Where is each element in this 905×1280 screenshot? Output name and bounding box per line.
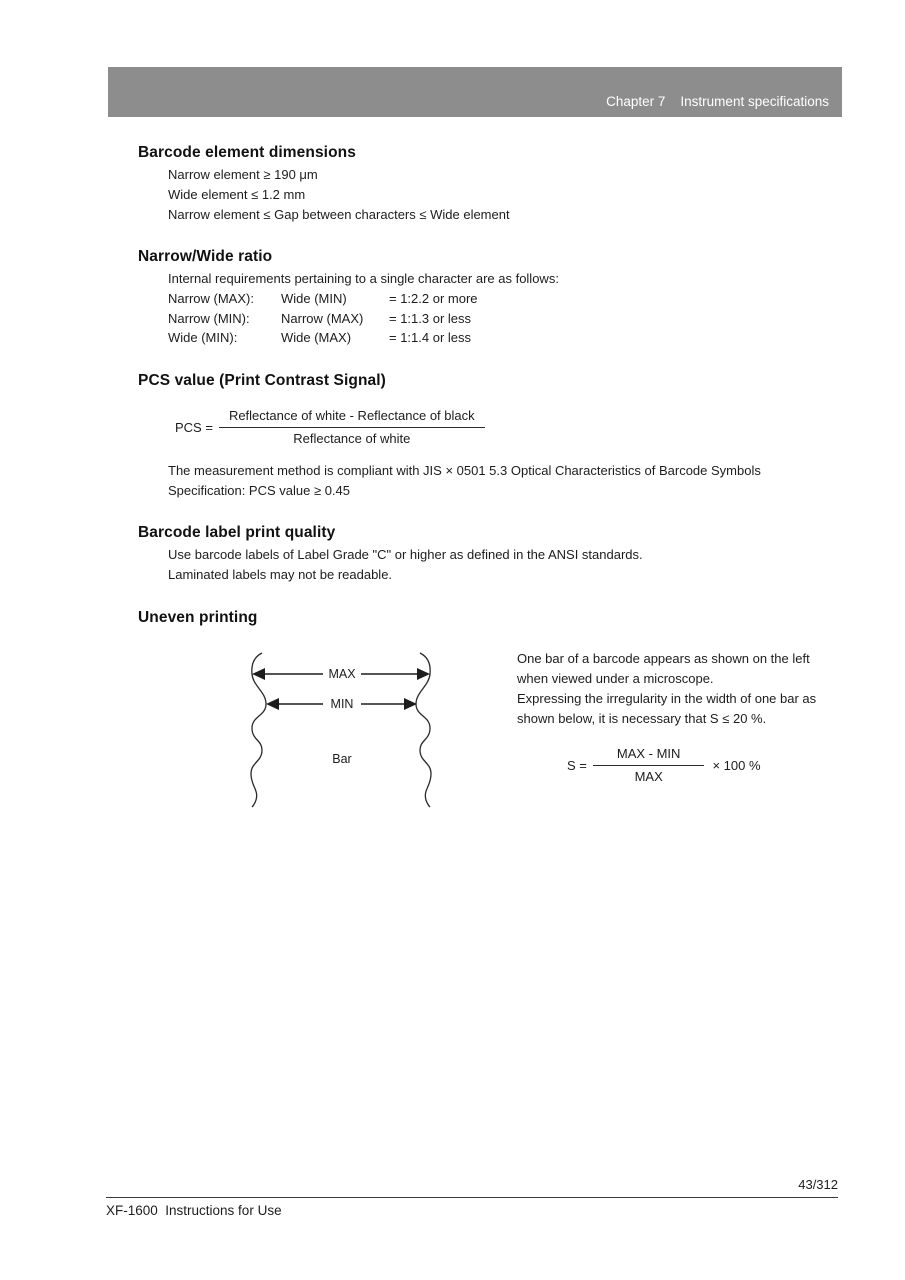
ratio-cell: Wide (MAX): [281, 330, 352, 346]
table-row: [168, 328, 848, 348]
ratio-cell: = 1:1.4 or less: [389, 330, 472, 346]
chapter-label: Chapter 7: [606, 94, 666, 109]
spec-line: Narrow element ≤ Gap between characters ≤ Wide element: [168, 206, 510, 222]
fraction-denominator: Reflectance of white: [293, 431, 411, 446]
desc-line: shown below, it is necessary that S ≤ 20 %.: [517, 711, 767, 726]
section-body: [168, 545, 848, 585]
spec-line: Wide element ≤ 1.2 mm: [168, 186, 306, 202]
spec-line: Use barcode labels of Label Grade "C" or higher as defined in the ANSI standards.: [168, 547, 643, 562]
ratio-cell: Narrow (MAX): [281, 310, 364, 326]
note-line: Specification: PCS value ≥ 0.45: [168, 482, 351, 498]
ratio-cell: Wide (MIN):: [168, 330, 238, 346]
ratio-cell: = 1:1.3 or less: [389, 310, 472, 326]
section-heading: Uneven printing: [138, 609, 258, 626]
footer-divider: [106, 1197, 838, 1198]
section-pcs-value: [138, 372, 848, 501]
fraction-numerator: MAX - MIN: [593, 745, 705, 766]
section-heading: Barcode label print quality: [138, 524, 336, 541]
pcs-notes: [168, 461, 848, 501]
document-title: XF-1600 Instructions for Use: [106, 1203, 282, 1218]
bar-width-diagram: [240, 644, 440, 812]
section-barcode-element-dimensions: [138, 144, 848, 224]
section-body: [168, 165, 848, 224]
spec-line: Narrow element ≥ 190 μm: [168, 167, 318, 182]
desc-line: when viewed under a microscope.: [517, 671, 714, 686]
formula-lhs: S =: [567, 757, 587, 773]
section-heading: PCS value (Print Contrast Signal): [138, 372, 386, 389]
max-label: MAX: [328, 667, 356, 681]
ratio-cell: Wide (MIN): [281, 290, 347, 306]
formula-lhs: PCS =: [175, 420, 213, 435]
ratio-table: [168, 289, 848, 348]
note-line: The measurement method is compliant with JIS × 0501 5.3 Optical Characteristics of Barcode Symbols: [168, 463, 761, 478]
section-heading: Barcode element dimensions: [138, 144, 356, 161]
table-row: [168, 289, 848, 309]
s-formula: [567, 745, 857, 786]
page-number: 43/312: [798, 1177, 838, 1192]
section-narrow-wide-ratio: [138, 248, 848, 348]
min-label: MIN: [330, 697, 354, 711]
desc-line: Expressing the irregularity in the width of one bar as: [517, 691, 817, 706]
table-row: [168, 309, 848, 329]
ratio-cell: = 1:2.2 or more: [389, 290, 478, 306]
section-uneven-printing: [138, 609, 848, 817]
formula-fraction: [593, 745, 705, 786]
ratio-cell: Narrow (MIN):: [168, 310, 250, 326]
ratio-intro: Internal requirements pertaining to a single character are as follows:: [168, 271, 559, 286]
spec-line: Laminated labels may not be readable.: [168, 566, 393, 582]
chapter-title: Instrument specifications: [680, 94, 829, 109]
fraction-numerator: Reflectance of white - Reflectance of black: [219, 407, 485, 428]
chapter-header-bar: [108, 67, 842, 117]
bar-label: Bar: [332, 752, 352, 766]
formula-fraction: [219, 407, 485, 448]
fraction-denominator: MAX: [634, 769, 663, 784]
ratio-cell: Narrow (MAX):: [168, 290, 254, 306]
uneven-printing-content: [138, 627, 848, 817]
section-label-print-quality: [138, 524, 848, 585]
section-heading: Narrow/Wide ratio: [138, 248, 273, 265]
pcs-formula: [175, 407, 848, 448]
formula-suffix: × 100 %: [712, 757, 761, 773]
desc-line: One bar of a barcode appears as shown on the left: [517, 651, 810, 666]
uneven-description: [517, 649, 857, 786]
